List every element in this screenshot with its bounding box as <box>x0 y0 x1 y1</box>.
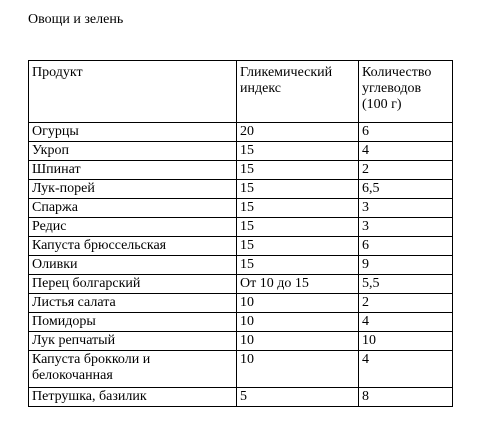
glycemic-index-table <box>28 60 453 407</box>
cell-carbohydrates: 3 <box>359 218 453 237</box>
cell-glycemic-index: 15 <box>237 237 359 256</box>
cell-product: Оливки <box>29 256 237 275</box>
cell-glycemic-index: 15 <box>237 142 359 161</box>
table-row <box>29 218 453 237</box>
cell-product: Капуста брокколи и белокочанная <box>29 351 237 388</box>
cell-glycemic-index: 20 <box>237 123 359 142</box>
cell-glycemic-index: 10 <box>237 332 359 351</box>
cell-carbohydrates: 2 <box>359 294 453 313</box>
table-row <box>29 123 453 142</box>
cell-product: Листья салата <box>29 294 237 313</box>
cell-carbohydrates: 10 <box>359 332 453 351</box>
cell-glycemic-index: 15 <box>237 256 359 275</box>
document-title: Овощи и зелень <box>28 12 124 27</box>
cell-glycemic-index: 10 <box>237 313 359 332</box>
table-row <box>29 388 453 407</box>
cell-glycemic-index: 15 <box>237 218 359 237</box>
table-row <box>29 256 453 275</box>
table-row <box>29 294 453 313</box>
cell-glycemic-index: 10 <box>237 294 359 313</box>
cell-product: Лук-порей <box>29 180 237 199</box>
cell-product: Спаржа <box>29 199 237 218</box>
cell-product: Огурцы <box>29 123 237 142</box>
table-row <box>29 237 453 256</box>
header-product: Продукт <box>29 61 237 123</box>
table-row <box>29 275 453 294</box>
cell-carbohydrates: 6,5 <box>359 180 453 199</box>
cell-carbohydrates: 4 <box>359 313 453 332</box>
cell-product: Капуста брюссельская <box>29 237 237 256</box>
cell-product: Редис <box>29 218 237 237</box>
cell-glycemic-index: 10 <box>237 351 359 388</box>
table-header-row <box>29 61 453 123</box>
cell-glycemic-index: 5 <box>237 388 359 407</box>
header-carbohydrates: Количество углеводов (100 г) <box>359 61 453 123</box>
cell-glycemic-index: 15 <box>237 180 359 199</box>
cell-carbohydrates: 8 <box>359 388 453 407</box>
cell-carbohydrates: 6 <box>359 237 453 256</box>
table-row <box>29 332 453 351</box>
cell-glycemic-index: 15 <box>237 199 359 218</box>
cell-product: Перец болгарский <box>29 275 237 294</box>
cell-product: Петрушка, базилик <box>29 388 237 407</box>
table-row <box>29 351 453 388</box>
cell-carbohydrates: 4 <box>359 351 453 388</box>
cell-product: Лук репчатый <box>29 332 237 351</box>
header-glycemic-index: Гликемический индекс <box>237 61 359 123</box>
cell-carbohydrates: 5,5 <box>359 275 453 294</box>
cell-product: Укроп <box>29 142 237 161</box>
cell-carbohydrates: 6 <box>359 123 453 142</box>
cell-carbohydrates: 9 <box>359 256 453 275</box>
cell-product: Помидоры <box>29 313 237 332</box>
cell-glycemic-index: От 10 до 15 <box>237 275 359 294</box>
cell-carbohydrates: 3 <box>359 199 453 218</box>
cell-carbohydrates: 4 <box>359 142 453 161</box>
cell-carbohydrates: 2 <box>359 161 453 180</box>
table-row <box>29 161 453 180</box>
table-row <box>29 142 453 161</box>
table-row <box>29 313 453 332</box>
cell-product: Шпинат <box>29 161 237 180</box>
table-row <box>29 180 453 199</box>
table-row <box>29 199 453 218</box>
cell-glycemic-index: 15 <box>237 161 359 180</box>
